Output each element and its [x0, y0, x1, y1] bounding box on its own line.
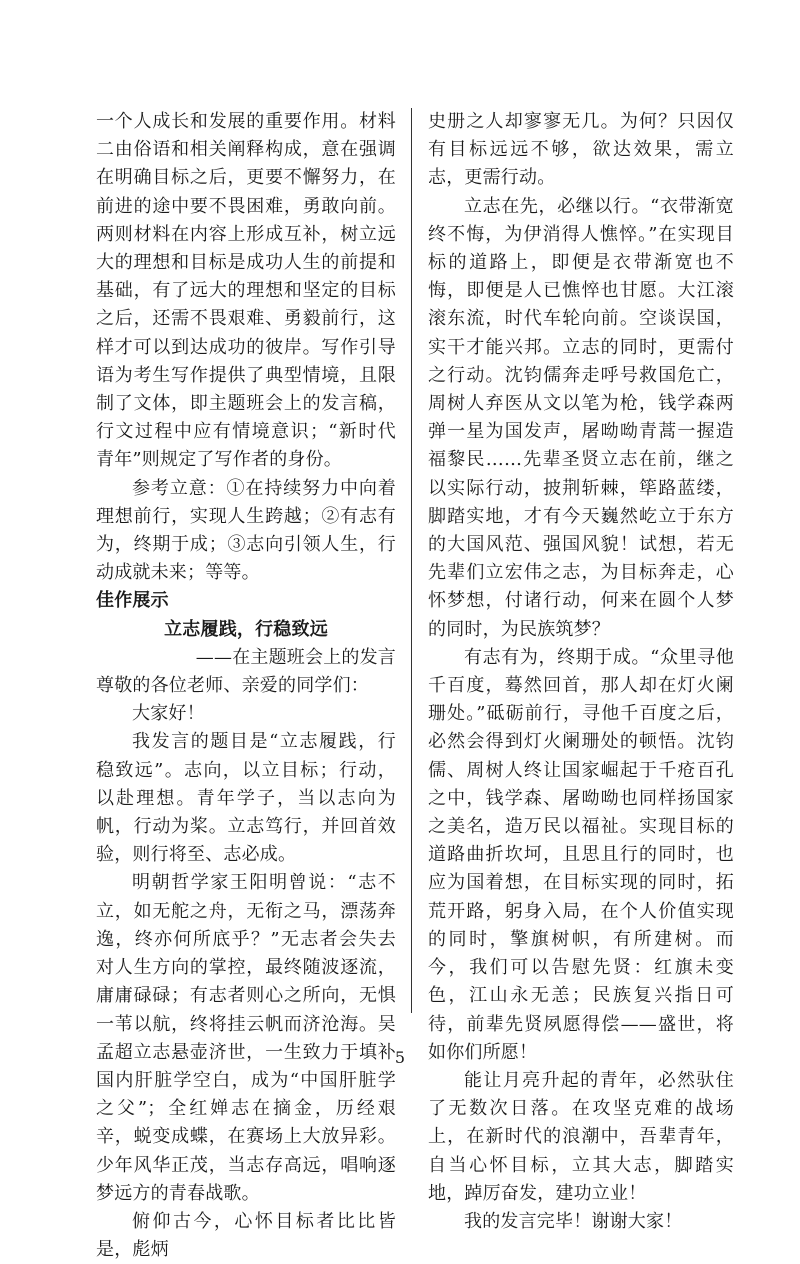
essay-paragraph-history-start: 俯仰古今，心怀目标者比比皆是，彪炳: [96, 1210, 396, 1261]
essay-paragraph-history-cont: 史册之人却寥寥无几。为何？只因仅有目标远远不够，欲达效果，需立志，更需行动。: [428, 111, 734, 189]
left-column: [96, 108, 396, 1264]
essay-paragraph-ambition: 明朝哲学家王阳明曾说：“志不立，如无舵之舟，无衔之马，漂荡奔逸，终亦何所底乎？”无志者会失去对人生方向的掌控，最终随波逐流，庸庸碌碌；有志者则心之所向，无惧一苇以航，终将挂云帆而济沧海。吴孟超立志悬壶济世，一生致力于填补国内肝脏学空白，成为“中国肝脏学之父”；全红婵志在摘金，历经艰辛，蜕变成蝶，在赛场上大放异彩。少年风华正茂，当志存高远，唱响逐梦远方的青春战歌。: [96, 872, 396, 1204]
essay-closing: 我的发言完毕！谢谢大家！: [464, 1210, 683, 1232]
section-heading: 佳作展示: [96, 590, 169, 612]
essay-paragraph-topic: 我发言的题目是“立志履践，行稳致远”。志向，以立目标；行动，以赴理想。青年学子，当以志向为帆，行动为桨。立志笃行，并回首效验，则行将至、志必成。: [96, 731, 396, 866]
column-divider: [411, 108, 412, 1013]
essay-paragraph-achievement: 有志有为，终期于成。“众里寻他千百度，蓦然回首，那人却在灯火阑珊处。”砥砺前行，寻他千百度之后，必然会得到灯火阑珊处的顿悟。沈钧儒、周树人终让国家崛起于千疮百孔之中，钱学森、屠呦呦也同样扬国家之美名，造万民以福祉。实现目标的道路曲折坎坷，且思且行的同时，也应为国着想，在目标实现的同时，拓荒开路，躬身入局，在个人价值实现的同时，擎旗树帜，有所建树。而今，我们可以告慰先贤：红旗未变色，江山永无恙；民族复兴指日可待，前辈先贤夙愿得偿——盛世，将如你们所愿！: [428, 646, 734, 1063]
essay-title: 立志履践，行稳致远: [164, 618, 328, 640]
essay-paragraph-youth: 能让月亮升起的青年，必然驮住了无数次日落。在攻坚克难的战场上，在新时代的浪潮中，吾辈青年，自当心怀目标，立其大志，脚踏实地，踔厉奋发，建功立业！: [428, 1069, 734, 1204]
essay-paragraph-action: 立志在先，必继以行。“衣带渐宽终不悔，为伊消得人憔悴。”在实现目标的道路上，即便是衣带渐宽也不悔，即便是人已憔悴也甘愿。大江滚滚东流，时代车轮向前。空谈误国，实干才能兴邦。立志的同时，更需付之行动。沈钧儒奔走呼号救国危亡，周树人弃医从文以笔为枪，钱学森两弹一星为国发声，屠呦呦青蒿一握造福黎民……先辈圣贤立志在前，继之以实际行动，披荆斩棘，筚路蓝缕，脚踏实地，才有今天巍然屹立于东方的大国风范、强国风貌！试想，若无先辈们立宏伟之志，为目标奔走，心怀梦想，付诸行动，何来在圆个人梦的同时，为民族筑梦？: [428, 195, 734, 640]
salutation: 尊敬的各位老师、亲爱的同学们：: [96, 675, 369, 697]
page-number: 5: [394, 1048, 406, 1067]
analysis-paragraph: 一个人成长和发展的重要作用。材料二由俗语和相关阐释构成，意在强调在明确目标之后，更要不懈努力，在前进的途中要不畏困难，勇敢向前。两则材料在内容上形成互补，树立远大的理想和目标是成功人生的前提和基础，有了远大的理想和坚定的目标之后，还需不畏艰难、勇毅前行，这样才可以到达成功的彼岸。写作引导语为考生写作提供了典型情境，且限制了文体，即主题班会上的发言稿，行文过程中应有情境意识；“新时代青年”则规定了写作者的身份。: [96, 111, 396, 471]
essay-subtitle: ——在主题班会上的发言: [195, 646, 396, 668]
reference-ideas-paragraph: 参考立意：①在持续努力中向着理想前行，实现人生跨越；②有志有为，终期于成；③志向引领人生，行动成就未来；等等。: [96, 477, 396, 584]
greeting: 大家好！: [132, 703, 205, 725]
